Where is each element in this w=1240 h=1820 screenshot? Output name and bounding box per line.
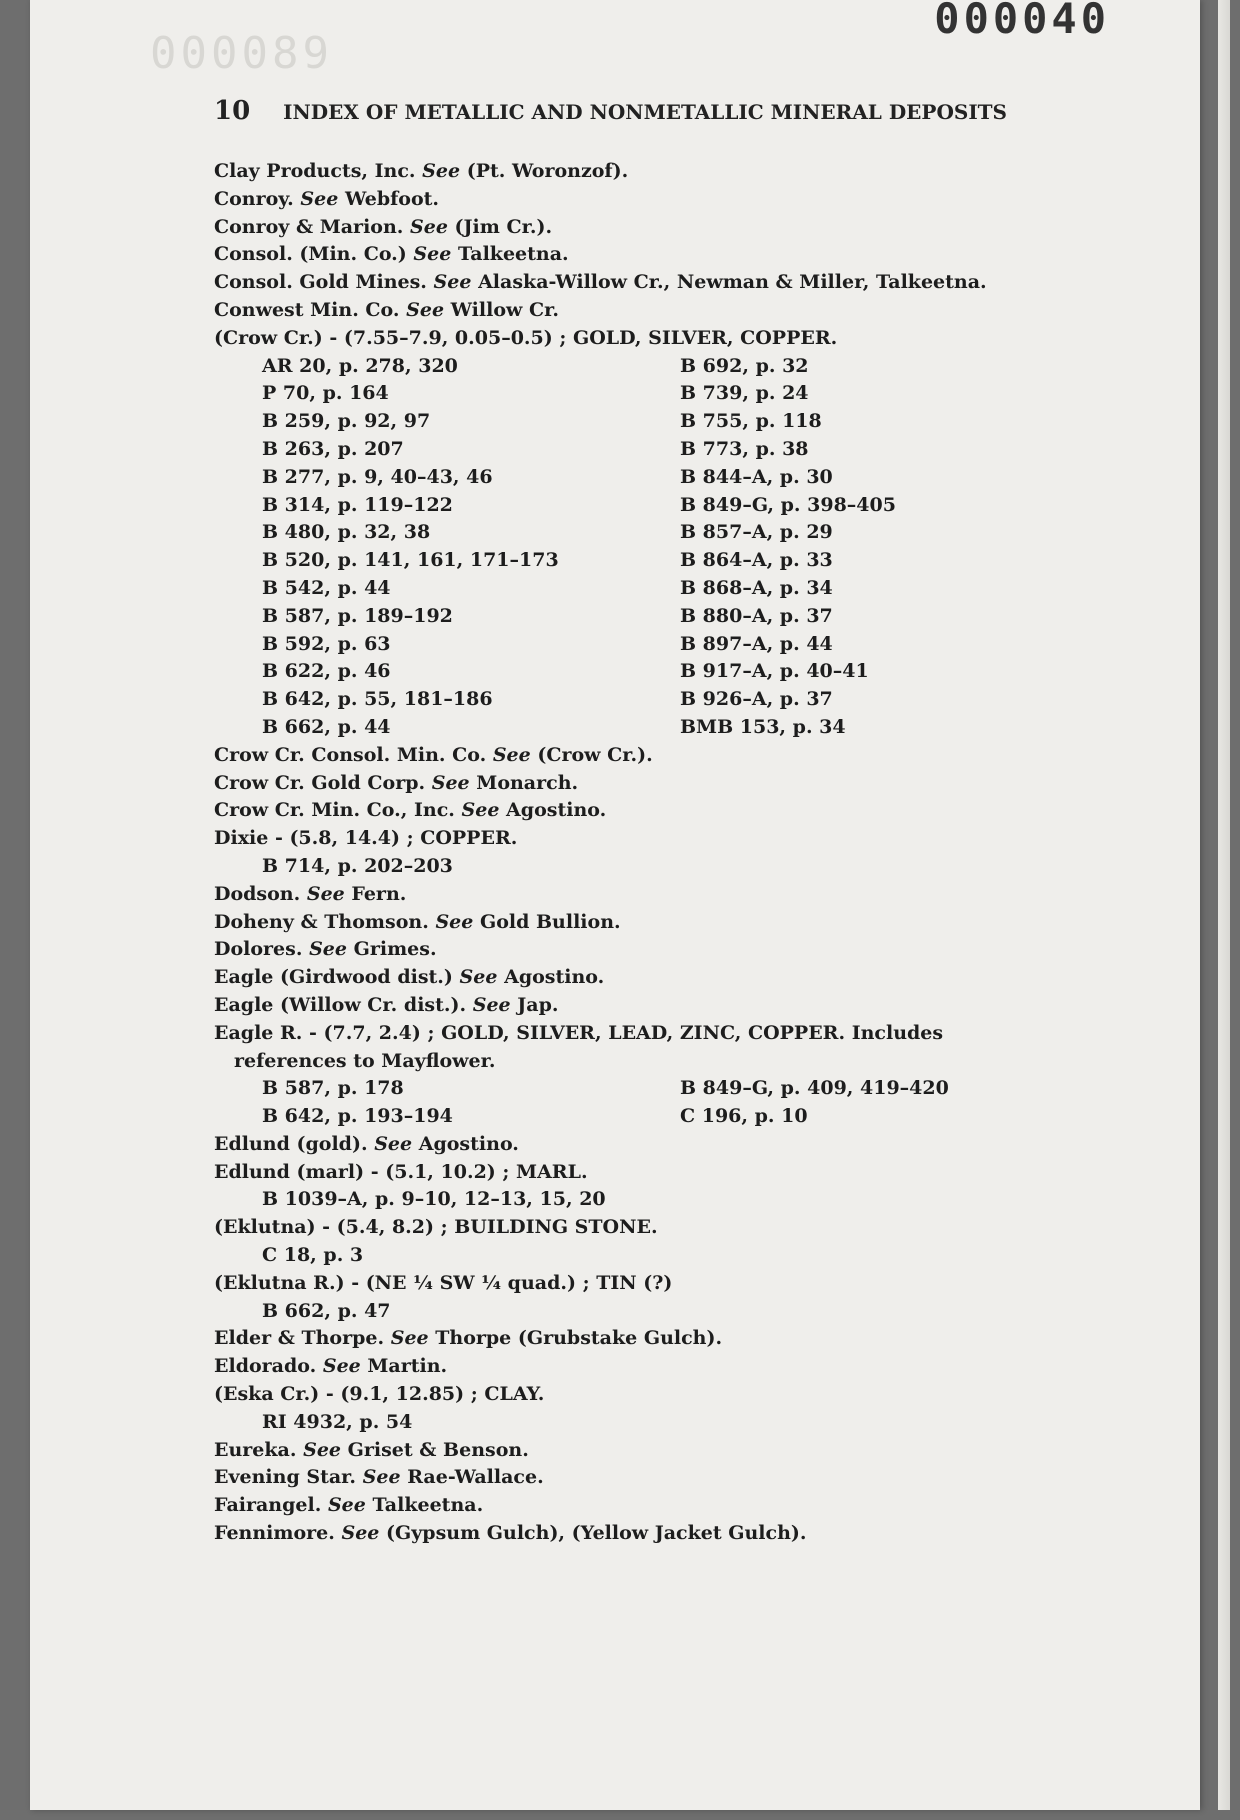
deposit-text: references to Mayflower. — [234, 1049, 496, 1072]
document-page — [30, 0, 1200, 1810]
see-target: Agostino. — [506, 799, 607, 822]
see-label: See — [431, 771, 470, 794]
page-header — [214, 96, 1084, 126]
deposit-entry — [214, 325, 1094, 353]
index-entry — [214, 297, 1094, 325]
reference-right: B 880–A, p. 37 — [680, 604, 833, 627]
see-target: Grimes. — [353, 938, 437, 961]
index-entry — [214, 797, 1094, 825]
entry-name: Eagle (Girdwood dist.) — [214, 966, 453, 989]
index-entry — [214, 742, 1094, 770]
index-entry — [214, 1520, 1094, 1548]
reference-line — [214, 853, 1094, 881]
entry-name: Crow Cr. Min. Co., Inc. — [214, 799, 455, 822]
see-target: Webfoot. — [344, 187, 440, 210]
reference-pair — [214, 380, 1094, 408]
reference-line — [214, 1242, 1094, 1270]
reference-pair — [214, 631, 1094, 659]
see-label: See — [435, 910, 474, 933]
entry-name: Elder & Thorpe. — [214, 1327, 385, 1350]
reference-left: AR 20, p. 278, 320 — [262, 354, 458, 377]
deposit-text: (Eska Cr.) - (9.1, 12.85) ; CLAY. — [214, 1383, 545, 1406]
index-entry — [214, 186, 1094, 214]
page-edge — [1218, 0, 1230, 1810]
reference: B 662, p. 47 — [262, 1299, 391, 1322]
reference-left: B 277, p. 9, 40–43, 46 — [262, 465, 493, 488]
see-target: (Pt. Woronzof). — [466, 160, 629, 182]
index-entry — [214, 1492, 1094, 1520]
deposit-entry-continuation — [214, 1048, 1094, 1076]
deposit-text: (Crow Cr.) - (7.55–7.9, 0.05–0.5) ; GOLD, SILVER, COPPER. — [214, 326, 838, 349]
see-label: See — [492, 743, 531, 766]
deposit-text: Eagle R. - (7.7, 2.4) ; GOLD, SILVER, LEAD, ZINC, COPPER. Includes — [214, 1021, 944, 1044]
entry-name: Eldorado. — [214, 1355, 317, 1378]
reference-line — [214, 1298, 1094, 1326]
reference-right: B 917–A, p. 40–41 — [680, 660, 869, 683]
see-label: See — [422, 160, 461, 182]
see-target: (Jim Cr.). — [454, 215, 553, 238]
index-entry — [214, 1131, 1094, 1159]
deposit-text: Edlund (marl) - (5.1, 10.2) ; MARL. — [214, 1160, 588, 1183]
reference-pair — [214, 464, 1094, 492]
see-target: Rae-Wallace. — [407, 1466, 544, 1489]
see-target: Gold Bullion. — [479, 910, 621, 933]
entry-name: Evening Star. — [214, 1466, 357, 1489]
see-label: See — [322, 1355, 361, 1378]
deposit-entry — [214, 825, 1094, 853]
deposit-text: Dixie - (5.8, 14.4) ; COPPER. — [214, 827, 518, 850]
deposit-entry — [214, 1270, 1094, 1298]
reference-left: B 662, p. 44 — [262, 715, 391, 738]
see-label: See — [459, 966, 498, 989]
deposit-entry — [214, 1381, 1094, 1409]
index-entry — [214, 909, 1094, 937]
see-label: See — [300, 187, 339, 210]
entry-name: Eureka. — [214, 1438, 297, 1461]
entry-name: Fairangel. — [214, 1494, 322, 1517]
see-label: See — [341, 1522, 380, 1545]
reference: B 1039–A, p. 9–10, 12–13, 15, 20 — [262, 1188, 606, 1211]
entry-name: Eagle (Willow Cr. dist.). — [214, 993, 467, 1016]
see-target: (Crow Cr.). — [537, 743, 653, 766]
index-entry — [214, 214, 1094, 242]
see-label: See — [362, 1466, 401, 1489]
reference-pair — [214, 408, 1094, 436]
reference-pair — [214, 436, 1094, 464]
deposit-entry — [214, 1159, 1094, 1187]
see-label: See — [461, 799, 500, 822]
reference-left: B 314, p. 119–122 — [262, 493, 453, 516]
entry-name: Fennimore. — [214, 1522, 335, 1545]
deposit-text: (Eklutna R.) - (NE ¼ SW ¼ quad.) ; TIN (?) — [214, 1271, 673, 1294]
entry-name: Crow Cr. Consol. Min. Co. — [214, 743, 487, 766]
reference-right: B 926–A, p. 37 — [680, 688, 833, 711]
index-entry — [214, 1353, 1094, 1381]
index-entry — [214, 936, 1094, 964]
index-entry — [214, 881, 1094, 909]
index-entry — [214, 269, 1094, 297]
entry-name: Consol. (Min. Co.) — [214, 243, 407, 266]
entry-name: Dodson. — [214, 882, 301, 905]
faint-stamp-number: 000089 — [150, 28, 333, 79]
see-label: See — [472, 993, 511, 1016]
reference-right: B 849–G, p. 398–405 — [680, 493, 896, 516]
reference-left: B 520, p. 141, 161, 171–173 — [262, 549, 559, 572]
reference-pair — [214, 1075, 1094, 1103]
reference-line — [214, 1186, 1094, 1214]
index-entry — [214, 964, 1094, 992]
see-target: Agostino. — [418, 1132, 519, 1155]
index-entry — [214, 1437, 1094, 1465]
see-label: See — [410, 215, 448, 238]
deposit-entry — [214, 1020, 1094, 1048]
see-label: See — [433, 271, 472, 294]
reference-line — [214, 1409, 1094, 1437]
see-target: Jap. — [517, 993, 559, 1016]
reference-right: C 196, p. 10 — [680, 1105, 808, 1128]
reference-left: B 542, p. 44 — [262, 576, 391, 599]
reference-left: B 259, p. 92, 97 — [262, 410, 431, 433]
reference-pair — [214, 547, 1094, 575]
index-entry — [214, 992, 1094, 1020]
see-label: See — [374, 1132, 413, 1155]
see-target: Griset & Benson. — [347, 1438, 529, 1461]
reference-right: B 864–A, p. 33 — [680, 549, 833, 572]
index-entry — [214, 1464, 1094, 1492]
entry-name: Doheny & Thomson. — [214, 910, 429, 933]
see-target: Alaska-Willow Cr., Newman & Miller, Talkeetna. — [478, 271, 987, 294]
entry-name: Conroy & Marion. — [214, 215, 404, 238]
reference-right: B 755, p. 118 — [680, 410, 822, 433]
see-target: Talkeetna. — [372, 1494, 484, 1517]
reference-pair — [214, 1103, 1094, 1131]
see-target: Willow Cr. — [450, 298, 559, 321]
page-title: INDEX OF METALLIC AND NONMETALLIC MINERAL DEPOSITS — [283, 100, 1007, 124]
see-label: See — [413, 243, 452, 266]
entry-name: Conroy. — [214, 187, 294, 210]
reference-left: B 587, p. 178 — [262, 1077, 404, 1100]
reference-left: B 480, p. 32, 38 — [262, 521, 431, 544]
deposit-entry — [214, 1214, 1094, 1242]
reference-pair — [214, 575, 1094, 603]
index-entry — [214, 1325, 1094, 1353]
page-number: 10 — [214, 96, 251, 126]
reference-right: B 897–A, p. 44 — [680, 632, 833, 655]
reference-right: B 857–A, p. 29 — [680, 521, 833, 544]
see-label: See — [327, 1494, 366, 1517]
see-target: (Gypsum Gulch), (Yellow Jacket Gulch). — [386, 1522, 807, 1545]
see-label: See — [306, 882, 345, 905]
reference-left: B 592, p. 63 — [262, 632, 391, 655]
see-target: Thorpe (Grubstake Gulch). — [435, 1327, 723, 1350]
reference-right: B 692, p. 32 — [680, 354, 809, 377]
entry-name: Consol. Gold Mines. — [214, 271, 427, 294]
see-target: Fern. — [351, 882, 407, 905]
reference-left: B 642, p. 193–194 — [262, 1105, 453, 1128]
entry-name: Clay Products, Inc. — [214, 160, 416, 182]
reference-pair — [214, 686, 1094, 714]
reference-pair — [214, 603, 1094, 631]
reference-pair — [214, 658, 1094, 686]
reference-right: BMB 153, p. 34 — [680, 715, 846, 738]
reference-pair — [214, 519, 1094, 547]
reference-pair — [214, 353, 1094, 381]
reference-right: B 773, p. 38 — [680, 437, 809, 460]
see-label: See — [406, 298, 445, 321]
reference-right: B 849–G, p. 409, 419–420 — [680, 1077, 949, 1100]
reference-left: P 70, p. 164 — [262, 382, 389, 405]
reference-right: B 739, p. 24 — [680, 382, 809, 405]
see-label: See — [390, 1327, 429, 1350]
see-label: See — [309, 938, 347, 961]
reference: B 714, p. 202–203 — [262, 854, 453, 877]
reference-pair — [214, 492, 1094, 520]
deposit-text: (Eklutna) - (5.4, 8.2) ; BUILDING STONE. — [214, 1216, 658, 1239]
see-target: Martin. — [367, 1355, 448, 1378]
reference: C 18, p. 3 — [262, 1244, 364, 1267]
see-target: Monarch. — [476, 771, 579, 794]
index-entry — [214, 770, 1094, 798]
entry-name: Dolores. — [214, 938, 303, 961]
see-target: Agostino. — [504, 966, 605, 989]
reference-left: B 263, p. 207 — [262, 437, 404, 460]
entry-name: Conwest Min. Co. — [214, 298, 400, 321]
reference-left: B 642, p. 55, 181–186 — [262, 688, 493, 711]
index-entries — [214, 158, 1094, 1548]
see-target: Talkeetna. — [457, 243, 569, 266]
reference-left: B 587, p. 189–192 — [262, 604, 453, 627]
reference-pair — [214, 714, 1094, 742]
see-label: See — [303, 1438, 342, 1461]
entry-name: Edlund (gold). — [214, 1132, 368, 1155]
reference-left: B 622, p. 46 — [262, 660, 391, 683]
reference-right: B 868–A, p. 34 — [680, 576, 833, 599]
entry-name: Crow Cr. Gold Corp. — [214, 771, 426, 794]
reference-right: B 844–A, p. 30 — [680, 465, 833, 488]
index-entry — [214, 241, 1094, 269]
index-entry — [214, 158, 1094, 186]
page-stamp-number: 000040 — [934, 0, 1110, 43]
reference: RI 4932, p. 54 — [262, 1410, 413, 1433]
